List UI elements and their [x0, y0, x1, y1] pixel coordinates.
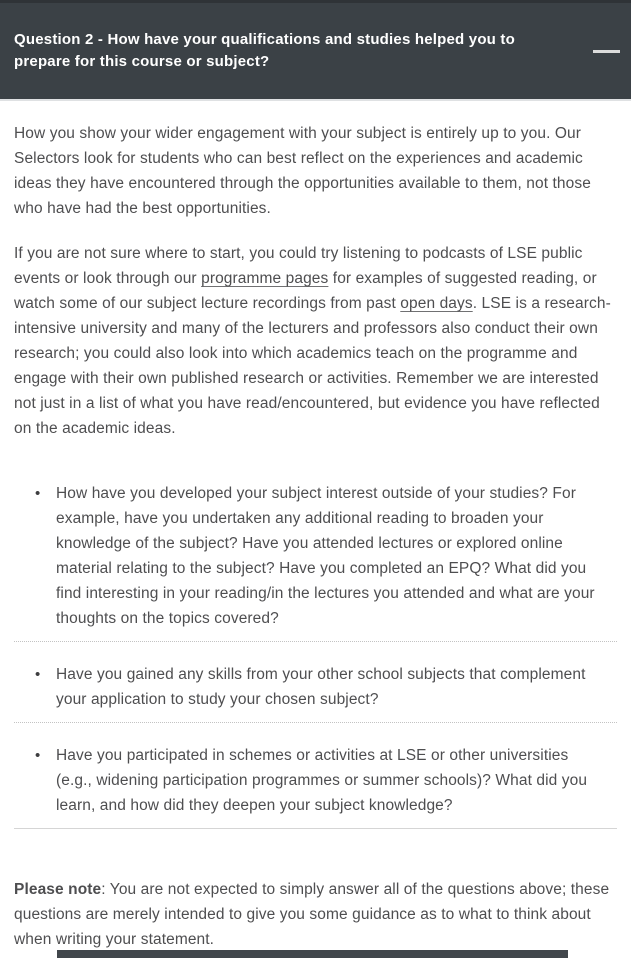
list-item-text: Have you gained any skills from your other school subjects that complement your application to study your chosen subject? — [56, 666, 586, 708]
list-item — [14, 642, 617, 723]
bullet-icon: • — [35, 485, 41, 502]
list-item — [14, 461, 617, 642]
guidance-text-segment: If you are not sure where to start, you could try listening to podcasts of LSE public events or look through our — [14, 245, 583, 287]
collapse-minus-icon[interactable] — [593, 50, 620, 53]
list-item-text: Have you participated in schemes or activities at LSE or other universities (e.g., widening participation programmes or summer schools)? What did you learn, and how did they deepen your subject knowledge? — [56, 747, 588, 814]
guidance-paragraph — [14, 241, 617, 441]
horizontal-scrollbar-thumb[interactable] — [57, 950, 568, 958]
guidance-text-segment: . LSE is a research-intensive university and many of the lecturers and professors also conduct their own research; you could also look into which academics teach on the programme and engage with their own published research or activities. Remember we are interested not just in a list of what you have read/encountered, but evidence you have reflected on the academic ideas. — [14, 295, 611, 437]
question-title: Question 2 - How have your qualifications and studies helped you to prepare for this course or subject? — [14, 31, 515, 70]
intro-paragraph: How you show your wider engagement with your subject is entirely up to you. Our Selectors look for students who can best reflect on the experiences and academic ideas they have encountered through the opportunities available to them, not those who have had the best opportunities. — [14, 125, 591, 217]
prompt-questions-list — [14, 461, 617, 829]
note-paragraph — [14, 877, 617, 952]
note-label: Please note — [14, 881, 102, 898]
accordion-header-question-2[interactable] — [0, 0, 631, 101]
list-item — [14, 723, 617, 829]
bullet-icon: • — [35, 747, 41, 764]
list-item-text: How have you developed your subject interest outside of your studies? For example, have you undertaken any additional reading to broaden your knowledge of the subject? Have you attended lectures or explored online material relating to the subject? Have you completed an EPQ? What did you find interesting in your reading/in the lectures you attended and what are your thoughts on the topics covered? — [56, 485, 595, 627]
programme-pages-link[interactable]: programme pages — [201, 270, 329, 287]
accordion-body — [0, 101, 631, 952]
guidance-text-segment: for examples of suggested reading, or watch some of our subject lecture recordings from past — [14, 270, 597, 312]
open-days-link[interactable]: open days — [400, 295, 473, 312]
note-text: : You are not expected to simply answer all of the questions above; these questions are merely intended to give you some guidance as to what to think about when writing your statement. — [14, 881, 610, 948]
bullet-icon: • — [35, 666, 41, 683]
